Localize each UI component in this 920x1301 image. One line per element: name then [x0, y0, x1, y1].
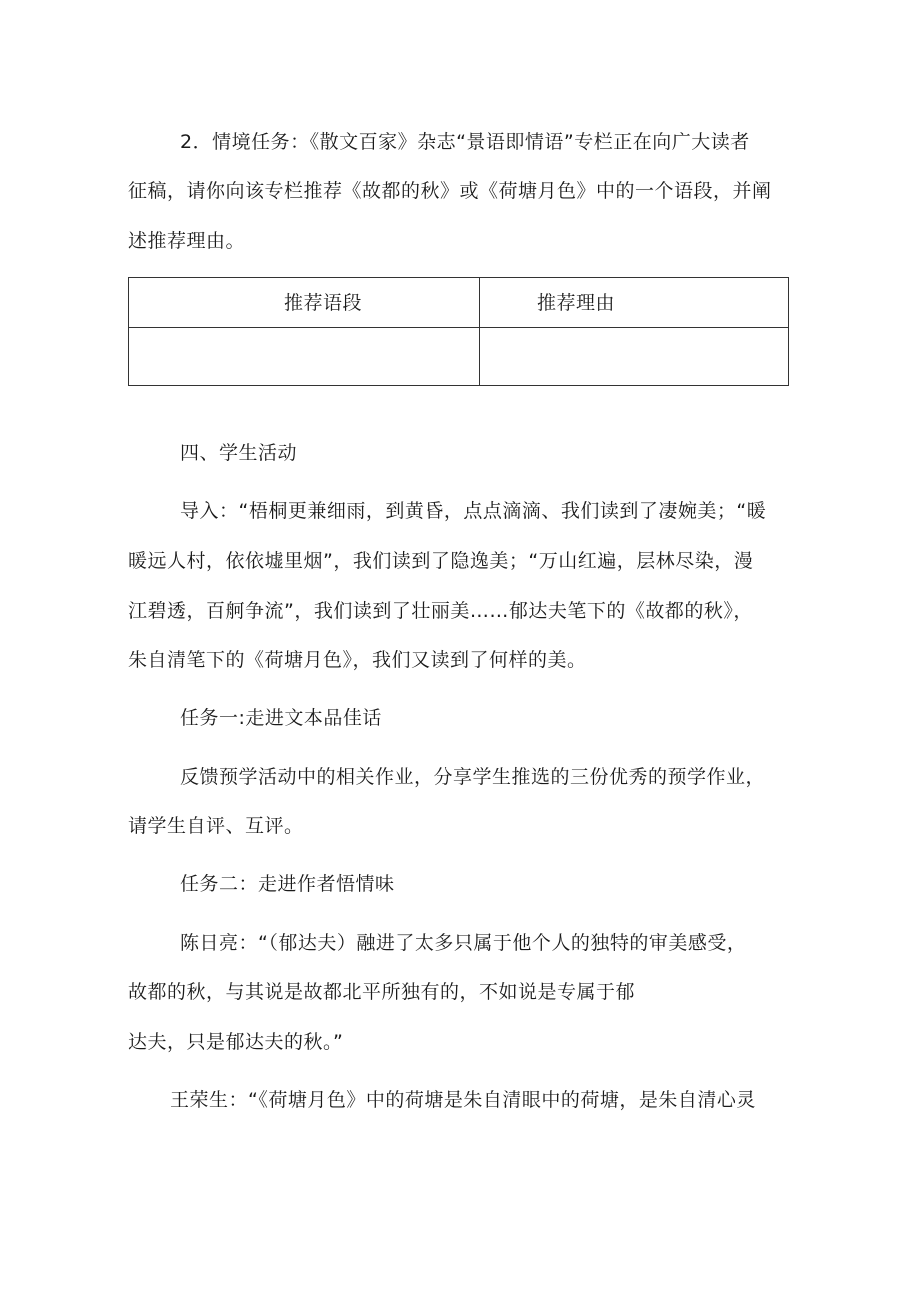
section-heading-student-activity: 四、学生活动	[180, 442, 298, 464]
task-two-heading: 任务二：走进作者悟情味	[180, 873, 395, 895]
task-one-heading: 任务一:走进文本品佳话	[180, 707, 382, 729]
quote-chen-line-1: 陈日亮：“（郁达夫）融进了太多只属于他个人的独特的审美感受，	[180, 932, 747, 954]
task2-line-1: 2．情境任务：《散文百家》杂志“景语即情语”专栏正在向广大读者	[180, 131, 750, 153]
intro-line-3: 江碧透，百舸争流”，我们读到了壮丽美……郁达夫笔下的《故都的秋》，	[128, 600, 753, 622]
task-one-line-2: 请学生自评、互评。	[128, 815, 304, 837]
task2-line-3: 述推荐理由。	[128, 230, 246, 252]
table-cell-passage[interactable]	[129, 328, 479, 385]
intro-line-1: 导入：“梧桐更兼细雨，到黄昏，点点滴滴、我们读到了凄婉美；“暖	[180, 500, 767, 522]
table-header-reason: 推荐理由	[537, 292, 616, 314]
task2-line-2: 征稿，请你向该专栏推荐《故都的秋》或《荷塘月色》中的一个语段，并阐	[128, 180, 772, 202]
task-one-line-1: 反馈预学活动中的相关作业，分享学生推选的三份优秀的预学作业，	[180, 766, 766, 788]
table-cell-reason[interactable]	[480, 328, 788, 385]
intro-line-4: 朱自清笔下的《荷塘月色》，我们又读到了何样的美。	[128, 649, 587, 671]
intro-line-2: 暖远人村，依依墟里烟”，我们读到了隐逸美；“万山红遍，层林尽染，漫	[128, 550, 754, 572]
quote-chen-line-2: 故都的秋，与其说是故都北平所独有的，不如说是专属于郁	[128, 981, 636, 1003]
recommendation-table	[128, 277, 789, 386]
quote-wang-line-1: 王荣生：“《荷塘月色》中的荷塘是朱自清眼中的荷塘，是朱自清心灵	[170, 1089, 756, 1111]
quote-chen-line-3: 达夫，只是郁达夫的秋。”	[128, 1031, 344, 1053]
table-header-passage: 推荐语段	[284, 292, 363, 314]
